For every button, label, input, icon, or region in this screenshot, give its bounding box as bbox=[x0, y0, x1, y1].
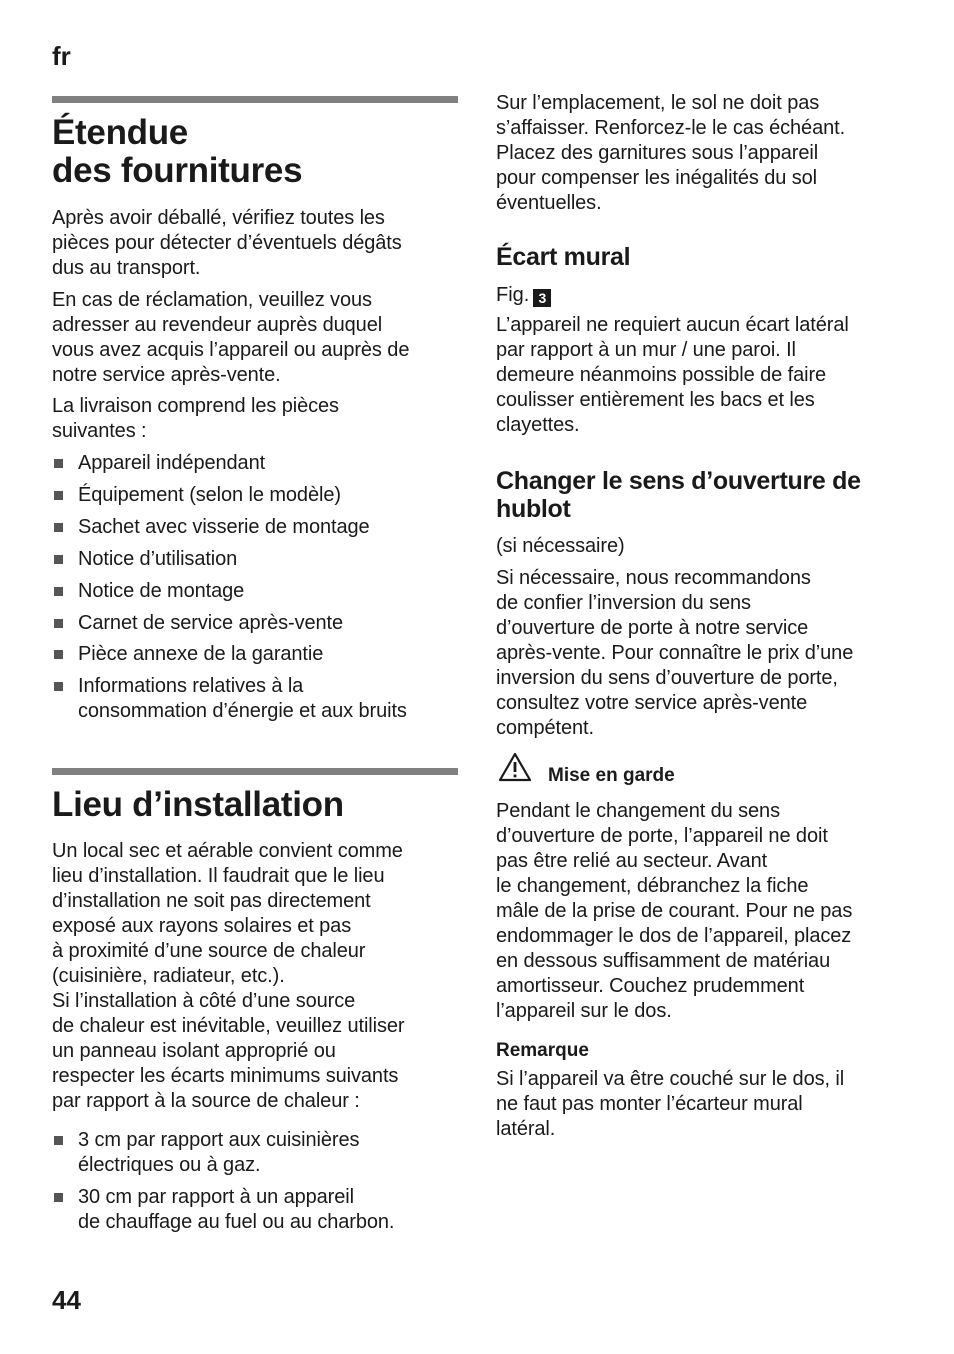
bullet-icon bbox=[54, 1136, 63, 1145]
warning-label: Mise en garde bbox=[548, 765, 675, 786]
list-item: Notice d’utilisation bbox=[52, 547, 237, 572]
ecart-mural-heading: Écart mural bbox=[496, 243, 631, 271]
list-item: Appareil indépendant bbox=[52, 451, 265, 476]
bullet-icon bbox=[54, 523, 63, 532]
bullet-icon bbox=[54, 619, 63, 628]
lieu-paragraph: Un local sec et aérable convient comme lieu d’installation. Il faudrait que le lieu d’installation ne soit pas directement exposé aux rayons solaires et pas à proximité d’une source de chaleur (cuisinière, radiateur, etc.). Si l’installation à côté d’une source de chaleur est inévitable, veuillez utiliser un panneau isolant approprié ou respecter les écarts minimums suivants par rapport à la source de chaleur : bbox=[52, 840, 405, 1112]
remarque-paragraph: Si l’appareil va être couché sur le dos, il ne faut pas monter l’écarteur mural latéral. bbox=[496, 1068, 845, 1140]
section-rule bbox=[52, 768, 458, 775]
warning-paragraph: Pendant le changement du sens d’ouverture de porte, l’appareil ne doit pas être relié au secteur. Avant le changement, débranchez la fiche mâle de la prise de courant. Pour ne pas endommager le dos de l’appareil, placez en dessous suffisamment de matériau amortisseur. Couchez prudemment l’appareil sur le dos. bbox=[496, 800, 853, 1022]
ecart-mural-paragraph: L’appareil ne requiert aucun écart latéral par rapport à un mur / une paroi. Il demeure néanmoins possible de faire coulisser entièrement les bacs et les clayettes. bbox=[496, 314, 849, 436]
bullet-icon bbox=[54, 650, 63, 659]
list-item: Sachet avec visserie de montage bbox=[52, 515, 370, 540]
etendue-paragraph-3: La livraison comprend les pièces suivantes : bbox=[52, 395, 339, 442]
changer-sens-paragraph: Si nécessaire, nous recommandons de confier l’inversion du sens d’ouverture de porte à notre service après-vente. Pour connaître le prix d’une inversion du sens d’ouverture de porte, consultez votre service après-vente compétent. bbox=[496, 567, 854, 739]
figure-number-badge: 3 bbox=[533, 289, 551, 307]
list-item: 30 cm par rapport à un appareil de chauffage au fuel ou au charbon. bbox=[52, 1185, 394, 1235]
etendue-paragraph-1: Après avoir déballé, vérifiez toutes les pièces pour détecter d’éventuels dégâts dus au transport. bbox=[52, 207, 402, 279]
changer-sens-heading: Changer le sens d’ouverture de hublot bbox=[496, 467, 861, 523]
section-rule bbox=[52, 96, 458, 103]
bullet-icon bbox=[54, 555, 63, 564]
section-title-etendue: Étendue des fournitures bbox=[52, 113, 303, 190]
bullet-icon bbox=[54, 587, 63, 596]
si-necessaire-note: (si nécessaire) bbox=[496, 535, 625, 557]
list-item: Carnet de service après-vente bbox=[52, 611, 343, 636]
list-item: Pièce annexe de la garantie bbox=[52, 642, 323, 667]
warning-triangle-icon bbox=[498, 752, 532, 782]
list-item: Notice de montage bbox=[52, 579, 244, 604]
figure-reference: Fig. 3 bbox=[496, 283, 551, 308]
bullet-icon bbox=[54, 459, 63, 468]
language-tag: fr bbox=[52, 41, 71, 71]
bullet-icon bbox=[54, 491, 63, 500]
installation-floor-paragraph: Sur l’emplacement, le sol ne doit pas s’affaisser. Renforcez-le le cas échéant. Placez des garnitures sous l’appareil pour compenser les inégalités du sol éventuelles. bbox=[496, 92, 846, 214]
bullet-icon bbox=[54, 682, 63, 691]
remarque-heading: Remarque bbox=[496, 1040, 589, 1061]
bullet-icon bbox=[54, 1193, 63, 1202]
list-item: 3 cm par rapport aux cuisinières électriques ou à gaz. bbox=[52, 1128, 359, 1178]
list-item: Informations relatives à la consommation d’énergie et aux bruits bbox=[52, 674, 407, 724]
section-title-lieu: Lieu d’installation bbox=[52, 785, 344, 824]
list-item: Équipement (selon le modèle) bbox=[52, 483, 341, 508]
etendue-paragraph-2: En cas de réclamation, veuillez vous adresser au revendeur auprès duquel vous avez acquis l’appareil ou auprès de notre service après-vente. bbox=[52, 289, 410, 386]
page-number: 44 bbox=[52, 1285, 81, 1315]
